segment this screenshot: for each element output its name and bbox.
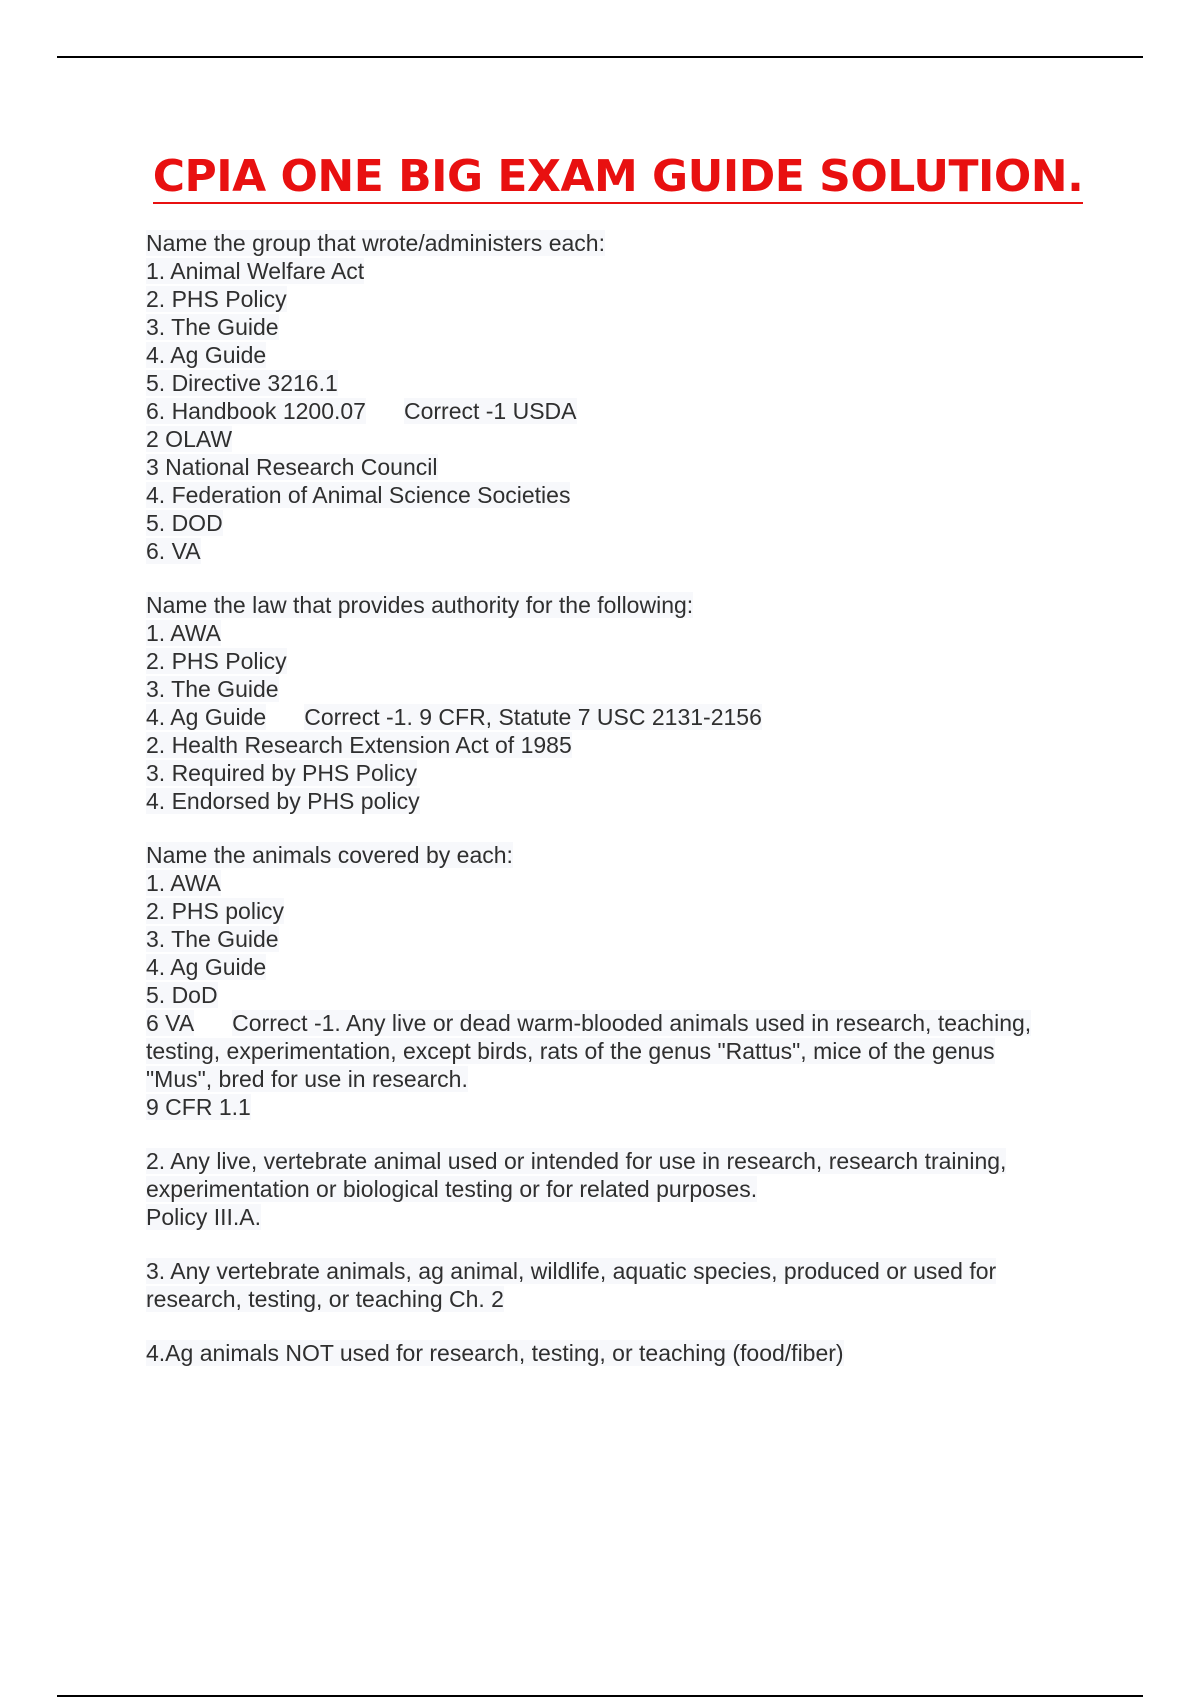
list-item: 5. DoD: [146, 982, 218, 1008]
answer-label: Correct -1. Any live or dead warm-blooded animals used in research, teaching,: [232, 1010, 1032, 1036]
answer-line: 2 OLAW: [146, 426, 233, 452]
answer-line: 4.Ag animals NOT used for research, testing, or teaching (food/fiber): [146, 1340, 844, 1366]
question-text: Name the animals covered by each:: [146, 842, 513, 868]
bottom-rule: [57, 1695, 1143, 1697]
document-body: [146, 229, 1146, 1367]
answer-label: Correct -1. 9 CFR, Statute 7 USC 2131-2156: [304, 704, 762, 730]
list-item: 5. Directive 3216.1: [146, 370, 338, 396]
section-animals-question: [146, 841, 1146, 1367]
answer-line: 3 National Research Council: [146, 454, 438, 480]
list-item: 4. Ag Guide: [146, 704, 267, 730]
section-group-question: [146, 229, 1146, 565]
list-item: 1. AWA: [146, 870, 221, 896]
spacer: [146, 1231, 1146, 1257]
list-item: 4. Ag Guide: [146, 342, 267, 368]
answer-line: 4. Federation of Animal Science Societies: [146, 482, 571, 508]
spacer: [146, 815, 1146, 841]
list-item: 2. PHS Policy: [146, 648, 287, 674]
list-item: 3. The Guide: [146, 926, 279, 952]
answer-line: Policy III.A.: [146, 1204, 262, 1230]
list-item: 3. The Guide: [146, 676, 279, 702]
top-rule: [57, 56, 1143, 58]
section-law-question: [146, 591, 1146, 815]
answer-line: 3. Required by PHS Policy: [146, 760, 418, 786]
list-item: 6. Handbook 1200.07: [146, 398, 366, 424]
list-item: 1. AWA: [146, 620, 221, 646]
answer-line: "Mus", bred for use in research.: [146, 1066, 468, 1092]
answer-line: 4. Endorsed by PHS policy: [146, 788, 420, 814]
answer-line: 2. Any live, vertebrate animal used or intended for use in research, research training,: [146, 1148, 1007, 1174]
spacer: [146, 1313, 1146, 1339]
answer-line: testing, experimentation, except birds, rats of the genus "Rattus", mice of the genus: [146, 1038, 995, 1064]
spacer: [146, 1121, 1146, 1147]
list-item: 3. The Guide: [146, 314, 279, 340]
list-item: 2. PHS policy: [146, 898, 285, 924]
document-title-text: CPIA ONE BIG EXAM GUIDE SOLUTION.: [152, 151, 1084, 202]
spacer: [146, 565, 1146, 591]
answer-line: 3. Any vertebrate animals, ag animal, wildlife, aquatic species, produced or used for: [146, 1258, 997, 1284]
question-text: Name the group that wrote/administers each:: [146, 230, 605, 256]
list-item: 6 VA: [146, 1010, 195, 1036]
answer-line: research, testing, or teaching Ch. 2: [146, 1286, 504, 1312]
list-item: 1. Animal Welfare Act: [146, 258, 365, 284]
answer-line: 2. Health Research Extension Act of 1985: [146, 732, 572, 758]
list-item: 2. PHS Policy: [146, 286, 287, 312]
answer-line: experimentation or biological testing or for related purposes.: [146, 1176, 758, 1202]
document-title: [0, 150, 1200, 204]
answer-line: 5. DOD: [146, 510, 223, 536]
answer-line: 9 CFR 1.1: [146, 1094, 251, 1120]
question-text: Name the law that provides authority for the following:: [146, 592, 694, 618]
answer-label: Correct -1 USDA: [403, 398, 577, 424]
answer-line: 6. VA: [146, 538, 201, 564]
list-item: 4. Ag Guide: [146, 954, 267, 980]
